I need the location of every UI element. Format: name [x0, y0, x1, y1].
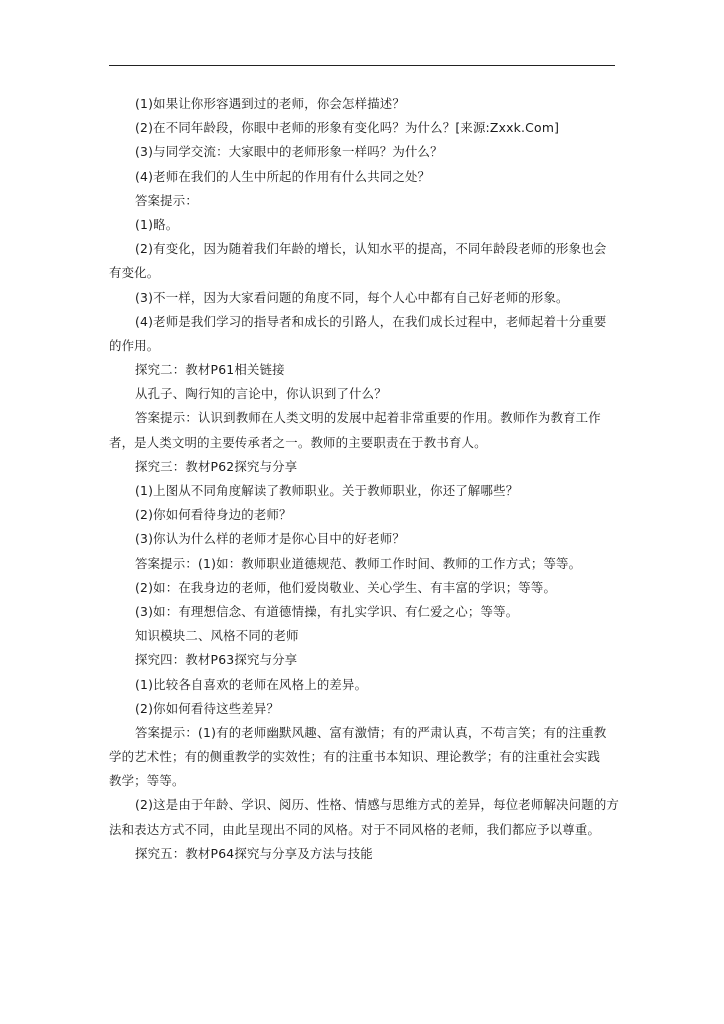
text-line: 探究五：教材P64探究与分享及方法与技能 [135, 845, 373, 861]
text-line: (1)比较各自喜欢的老师在风格上的差异。 [135, 676, 368, 692]
text-line: 从孔子、陶行知的言论中，你认识到了什么？ [135, 386, 387, 402]
text-line: 答案提示：认识到教师在人类文明的发展中起着非常重要的作用。教师作为教育工作 [135, 410, 601, 426]
text-line: 答案提示：(1)如：教师职业道德规范、教师工作时间、教师的工作方式；等等。 [135, 555, 582, 571]
header-rule [109, 65, 615, 66]
text-line: 教学；等等。 [109, 773, 185, 789]
text-line: (2)你如何看待身边的老师？ [135, 507, 292, 523]
text-line: (2)有变化，因为随着我们年龄的增长，认知水平的提高，不同年龄段老师的形象也会 [135, 241, 607, 257]
text-line: 答案提示：(1)有的老师幽默风趣、富有激情；有的严肃认真，不苟言笑；有的注重教 [135, 724, 607, 740]
text-line: 探究二：教材P61相关链接 [135, 362, 285, 378]
text-line: (1)上图从不同角度解读了教师职业。关于教师职业，你还了解哪些？ [135, 483, 519, 498]
text-line: (4)老师在我们的人生中所起的作用有什么共同之处？ [135, 168, 431, 184]
text-line: (3)你认为什么样的老师才是你心目中的好老师？ [135, 531, 405, 547]
text-line: (2)你如何看待这些差异？ [135, 700, 280, 716]
text-line: (2)如：在我身边的老师，他们爱岗敬业、关心学生、有丰富的学识；等等。 [135, 579, 557, 595]
text-line: (1)略。 [135, 216, 179, 232]
text-line: (3)如：有理想信念、有道德情操，有扎实学识、有仁爱之心；等等。 [135, 603, 519, 619]
text-line: 法和表达方式不同，由此呈现出不同的风格。对于不同风格的老师，我们都应予以尊重。 [109, 821, 601, 837]
text-line: (2)这是由于年龄、学识、阅历、性格、情感与思维方式的差异，每位老师解决问题的方 [135, 797, 620, 813]
text-line: (1)如果让你形容遇到过的老师，你会怎样描述？ [135, 96, 405, 111]
text-line: (3)与同学交流：大家眼中的老师形象一样吗？为什么？ [135, 144, 443, 160]
text-line: (4)老师是我们学习的指导者和成长的引路人，在我们成长过程中，老师起着十分重要 [135, 313, 607, 329]
text-line: 答案提示： [135, 192, 198, 208]
text-line: 探究四：教材P63探究与分享 [135, 652, 298, 668]
text-line: 学的艺术性；有的侧重教学的实效性；有的注重书本知识、理论教学；有的注重社会实践 [109, 749, 601, 765]
text-line: 的作用。 [109, 337, 160, 353]
text-line: (3)不一样，因为大家看问题的角度不同，每个人心中都有自己好老师的形象。 [135, 289, 569, 305]
text-line: 探究三：教材P62探究与分享 [135, 458, 298, 474]
text-line: (2)在不同年龄段，你眼中老师的形象有变化吗？为什么？[来源:Zxxk.Com] [135, 120, 560, 136]
text-line: 有变化。 [109, 265, 160, 281]
document-body [109, 92, 620, 866]
text-line: 者，是人类文明的主要传承者之一。教师的主要职责在于教书育人。 [109, 434, 487, 450]
text-line: 知识模块二、风格不同的老师 [135, 628, 299, 644]
